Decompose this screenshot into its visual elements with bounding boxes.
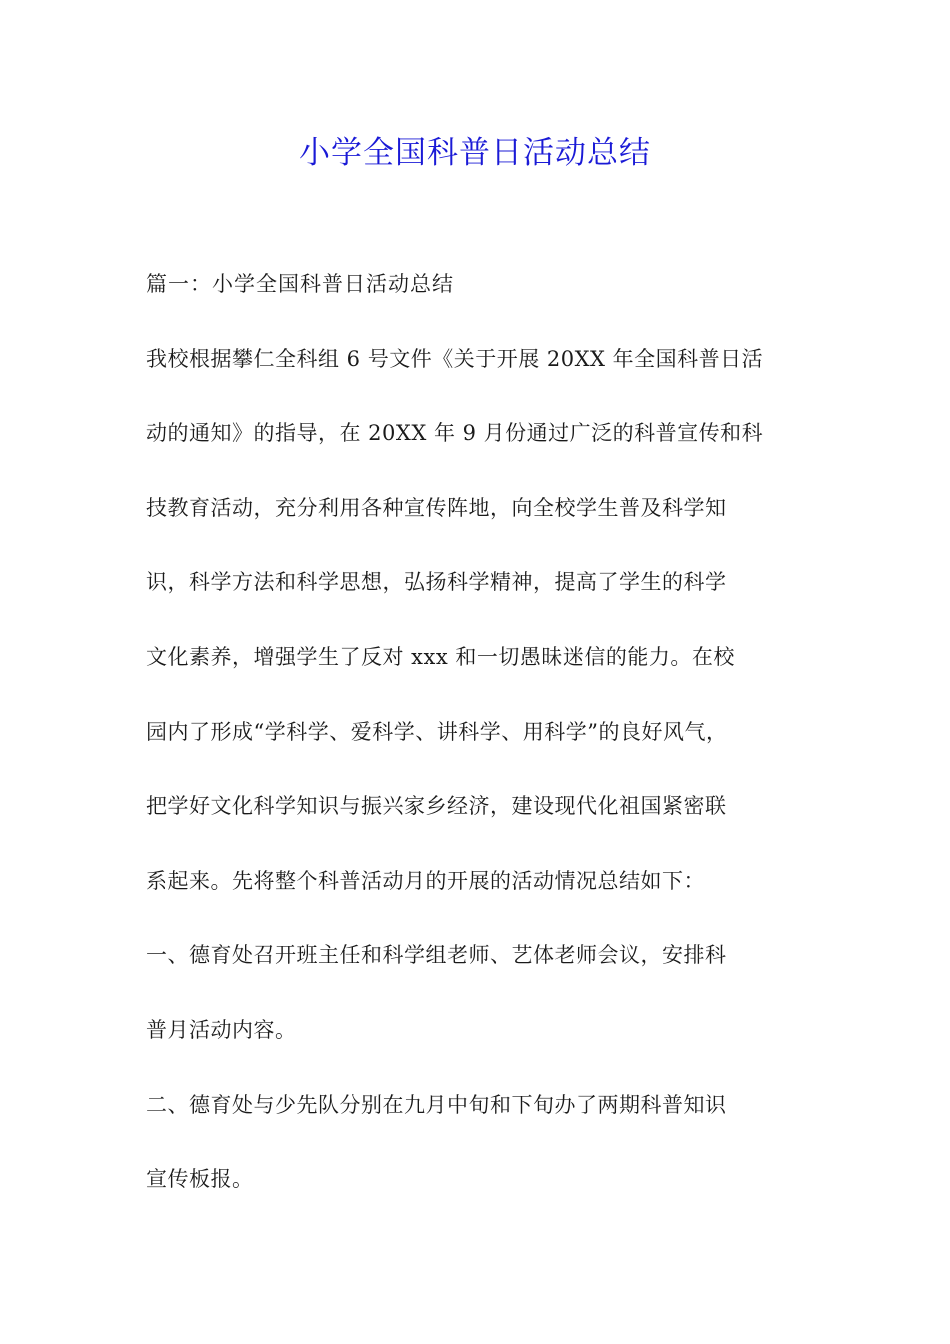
paragraph-line: 技教育活动，充分利用各种宣传阵地，向全校学生普及科学知 <box>146 495 727 520</box>
paragraph-line: 识，科学方法和科学思想，弘扬科学精神，提高了学生的科学 <box>146 570 727 595</box>
paragraph-line: 园内了形成“学科学、爱科学、讲科学、用科学”的良好风气， <box>146 719 728 744</box>
paragraph-line: 文化素养，增强学生了反对 xxx 和一切愚昧迷信的能力。在校 <box>146 644 735 669</box>
list-item-line: 宣传板报。 <box>146 1167 254 1192</box>
paragraph-line: 我校根据攀仁全科组 6 号文件《关于开展 20XX 年全国科普日活 <box>146 346 764 371</box>
document-body <box>146 257 826 1227</box>
list-item-line: 一、德育处召开班主任和科学组老师、艺体老师会议，安排科 <box>146 943 727 968</box>
document-title: 小学全国科普日活动总结 <box>299 135 651 171</box>
list-item-line: 二、德育处与少先队分别在九月中旬和下旬办了两期科普知识 <box>146 1092 727 1117</box>
list-item-line: 普月活动内容。 <box>146 1017 297 1042</box>
section-heading: 篇一：小学全国科普日活动总结 <box>146 272 454 296</box>
paragraph-line: 系起来。先将整个科普活动月的开展的活动情况总结如下： <box>146 868 705 893</box>
paragraph-line: 把学好文化科学知识与振兴家乡经济，建设现代化祖国紧密联 <box>146 794 727 819</box>
paragraph-line: 动的通知》的指导，在 20XX 年 9 月份通过广泛的科普宣传和科 <box>146 421 764 446</box>
